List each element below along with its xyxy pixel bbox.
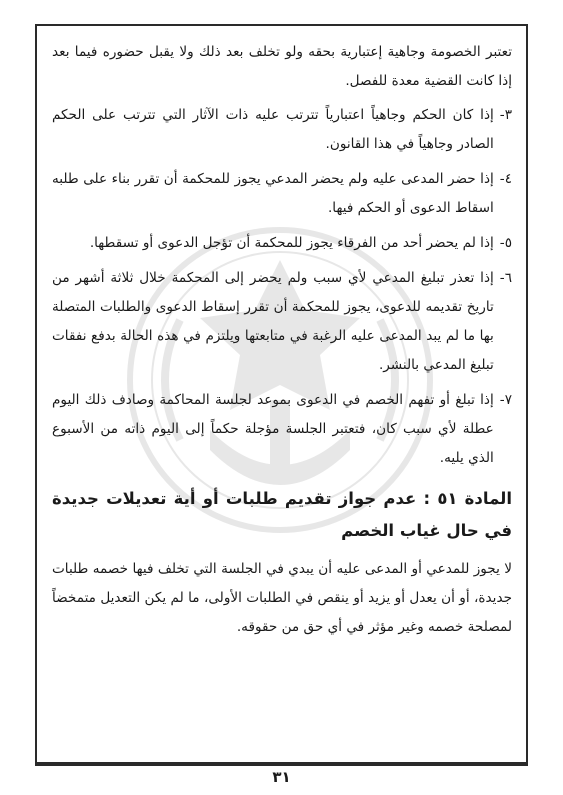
list-item (52, 386, 512, 473)
item-number: ٦- (499, 270, 512, 286)
article-paragraph: لا يجوز للمدعي أو المدعى عليه أن يبدي في الجلسة التي تخلف فيها خصمه طلبات جديدة، أو أن يعدل أو يزيد أو ينقص في الطلبات الأولى، ما لم يكن التعديل متمخضاً لمصلحة خصمه وغير مؤثر في أي حق من حقوقه. (52, 561, 512, 635)
item-text: إذا حضر المدعى عليه ولم يحضر المدعي يجوز للمحكمة أن تقرر بناء على طلبه اسقاط الدعوى أو الحكم فيها. (52, 171, 494, 216)
item-text: إذا تبلغ أو تفهم الخصم في الدعوى بموعد لجلسة المحاكمة وصادف ذلك اليوم عطلة لأي سبب كان، فتعتبر الجلسة مؤجلة حكماً إلى اليوم ذاته من الأسبوع الذي يليه. (52, 392, 494, 466)
list-item (52, 165, 512, 223)
item-text: إذا كان الحكم وجاهياً اعتبارياً تترتب عليه ذات الآثار التي تترتب على الحكم الصادر وجاهياً في هذا القانون. (52, 107, 494, 152)
page-content (52, 38, 512, 647)
list-item (52, 229, 512, 258)
item-number: ٤- (499, 171, 512, 187)
item-text: إذا لم يحضر أحد من الفرقاء يجوز للمحكمة أن تؤجل الدعوى أو تسقطها. (89, 235, 494, 251)
list-item (52, 101, 512, 159)
item-number: ٥- (499, 235, 512, 251)
footer-divider (35, 764, 528, 766)
item-number: ٣- (499, 107, 512, 123)
item-text: إذا تعذر تبليغ المدعي لأي سبب ولم يحضر إلى المحكمة خلال ثلاثة أشهر من تاريخ تقديمه للدعوى، يجوز للمحكمة أن تقرر إسقاط الدعوى والطلبات المتصلة بها ما لم يبد المدعى عليه الرغبة في متابعتها ويلتزم في هذه الحالة بدفع نفقات تبليغ المدعي بالنشر. (52, 270, 494, 373)
intro-paragraph: تعتبر الخصومة وجاهية إعتبارية بحقه ولو تخلف بعد ذلك ولا يقبل حضوره فيما بعد إذا كانت القضية معدة للفصل. (52, 44, 512, 89)
item-number: ٧- (499, 392, 512, 408)
article-heading: المادة ٥١ : عدم جواز تقديم طلبات أو أية تعديلات جديدة في حال غياب الخصم (52, 489, 512, 540)
page-number: ٣١ (272, 768, 291, 786)
list-item (52, 264, 512, 380)
